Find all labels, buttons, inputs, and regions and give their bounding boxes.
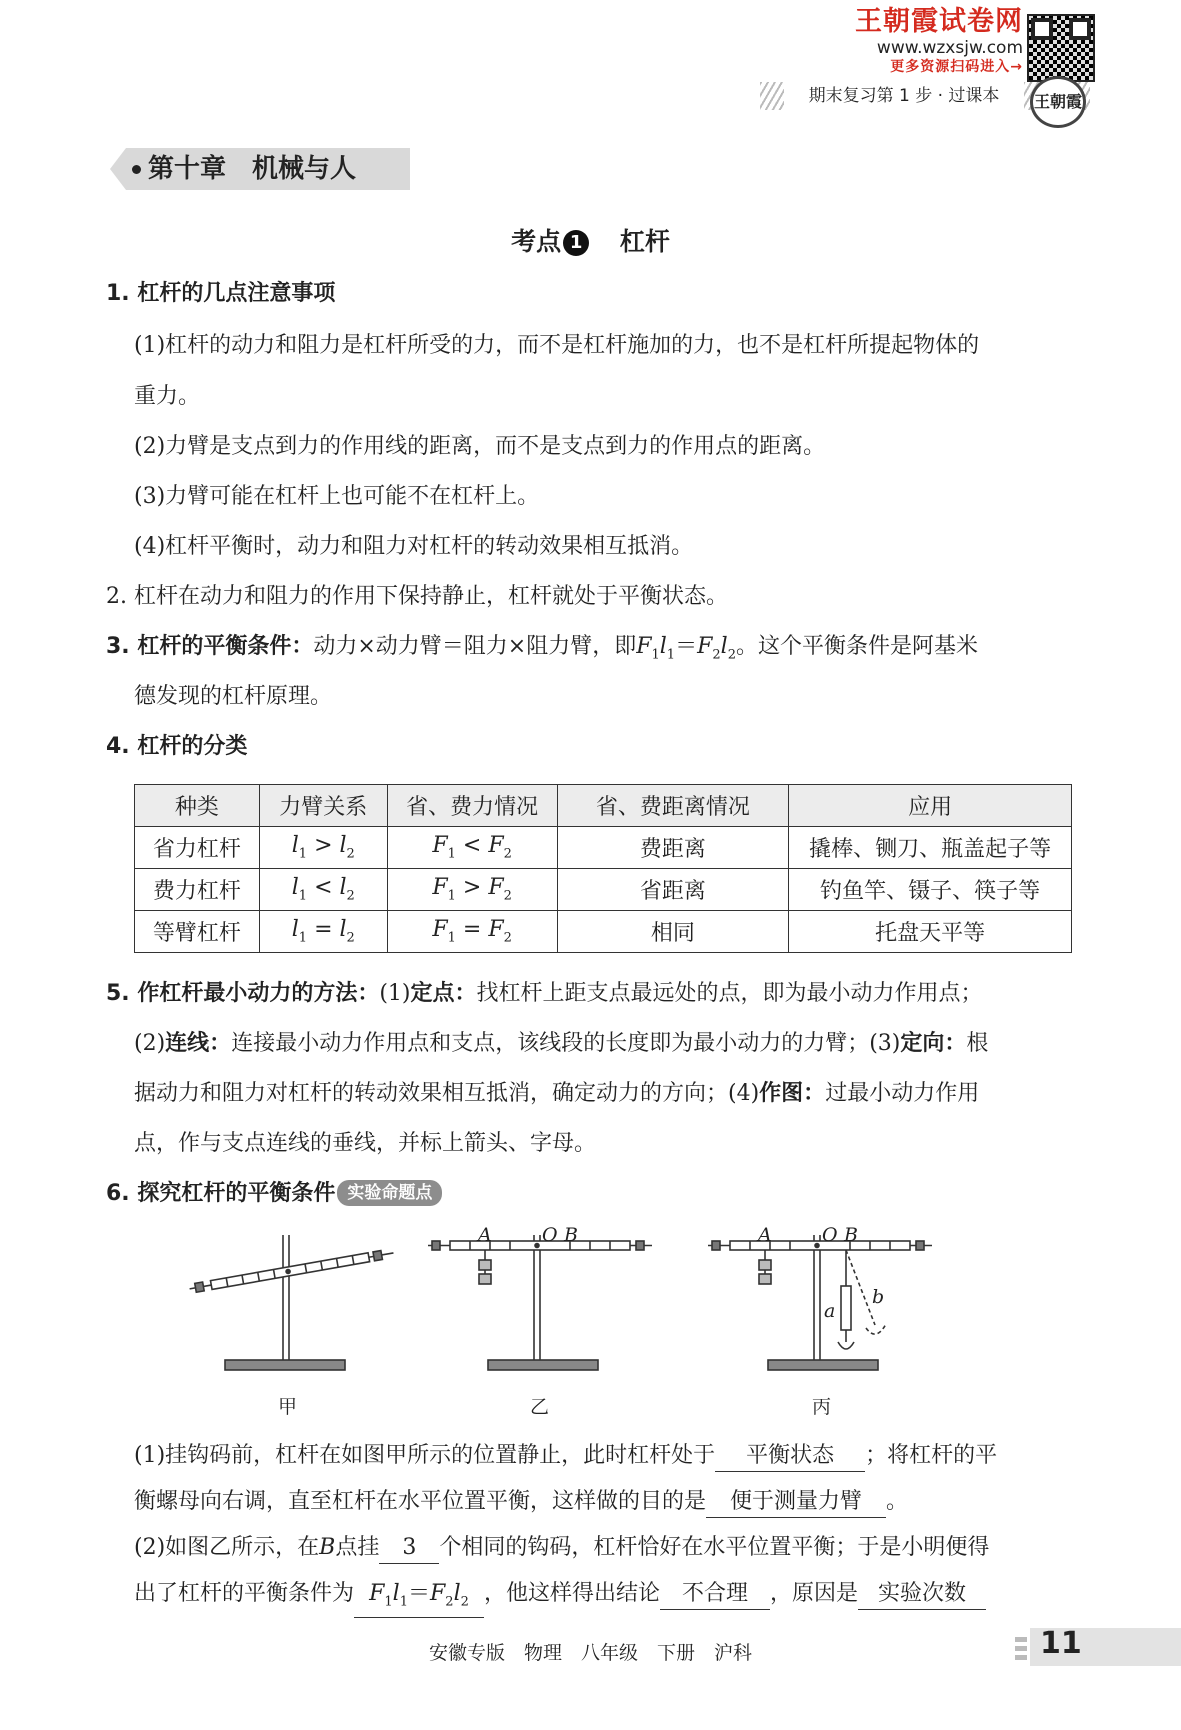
section-title <box>0 222 1181 258</box>
item-2 <box>106 581 728 613</box>
footer-text: 安徽专版 物理 八年级 下册 沪科 <box>428 1642 752 1664</box>
table-cell: 相同 <box>557 911 789 953</box>
bing-hand-icon <box>838 1342 854 1349</box>
bing-base <box>768 1360 878 1370</box>
figure-caption-yi: 乙 <box>530 1396 550 1418</box>
figure-caption-jia: 甲 <box>278 1396 298 1418</box>
item-3-text1: 动力×动力臂＝阻力×阻力臂，即 <box>313 634 637 659</box>
table-cell: $l_1 > l_2$ <box>259 827 387 869</box>
q2-answer-1[interactable]: 3 <box>379 1533 439 1564</box>
q1-answer-1[interactable]: 平衡状态 <box>715 1441 865 1472</box>
yi-lever <box>450 1241 630 1250</box>
bullet-dot-icon <box>132 165 141 174</box>
item-2-text: 2. 杠杆在动力和阻力的作用下保持静止，杠杆就处于平衡状态。 <box>106 584 728 609</box>
table-cell: 省距离 <box>557 869 789 911</box>
table-cell: 撬棒、铡刀、瓶盖起子等 <box>789 827 1072 869</box>
q2-answer-3[interactable]: 不合理 <box>660 1579 770 1610</box>
jia-base <box>225 1360 345 1370</box>
item-3-text3: 德发现的杠杆原理。 <box>134 684 333 709</box>
q2-line-1: (2)如图乙所示，在B点挂 3 个相同的钩码，杠杆恰好在水平位置平衡；于是小明便得 <box>134 1532 989 1564</box>
yi-weight-1 <box>479 1260 491 1270</box>
table-row <box>135 827 1072 869</box>
section-name: 杠杆 <box>619 227 670 256</box>
item-1-p4: (4)杠杆平衡时，动力和阻力对杠杆的转动效果相互抵消。 <box>134 534 694 559</box>
q2-answer-2[interactable]: $F_1l_1=F_2l_2$ <box>354 1579 484 1618</box>
brand-url: www.wzxsjw.com <box>876 38 1023 58</box>
bing-label-A: A <box>758 1224 772 1246</box>
step-direction: 定向： <box>900 1031 967 1056</box>
q2-answer-4[interactable]: 实验次数 <box>858 1579 986 1610</box>
figure-yi <box>428 1235 652 1370</box>
yi-weight-2 <box>479 1274 491 1284</box>
yi-base <box>488 1360 598 1370</box>
step-define-point: 定点： <box>410 981 477 1006</box>
jia-lever <box>189 1248 394 1293</box>
step-connect: 连线： <box>165 1031 232 1056</box>
section-number-icon: 1 <box>563 230 589 256</box>
bing-label-b: b <box>872 1286 885 1308</box>
yi-label-O: O <box>542 1224 558 1246</box>
table-cell: 省力杠杆 <box>135 827 260 869</box>
item-5-line-1: 5. 作杠杆最小动力的方法：(1)定点：找杠杆上距支点最远处的点，即为最小动力作用点； <box>106 981 983 1006</box>
table-header: 力臂关系 <box>259 785 387 827</box>
header-strip-text: 期末复习第 1 步 · 过课本 <box>784 82 1024 110</box>
item-4-heading: 4. 杠杆的分类 <box>106 734 248 759</box>
item-1-p3: (3)力臂可能在杠杆上也可能不在杠杆上。 <box>134 484 540 509</box>
lever-diagrams-svg <box>170 1230 1050 1430</box>
item-5-line-3: 据动力和阻力对杠杆的转动效果相互抵消，确定动力的方向；(4)作图：过最小动力作用 <box>134 1081 980 1106</box>
lever-figures <box>170 1224 1050 1430</box>
item-5-heading: 5. 作杠杆最小动力的方法： <box>106 981 380 1006</box>
chapter-banner <box>110 148 410 190</box>
q1-line-1: (1)挂钩码前，杠杆在如图甲所示的位置静止，此时杠杆处于 平衡状态 ；将杠杆的平 <box>134 1440 997 1472</box>
table-cell: $F_1 > F_2$ <box>387 869 557 911</box>
yi-label-B: B <box>564 1224 578 1246</box>
table-header: 省、费力情况 <box>387 785 557 827</box>
lever-classification-table <box>134 784 1072 953</box>
q2-line-2: 出了杠杆的平衡条件为 $F_1l_1=F_2l_2$ ，他这样得出结论 不合理 ，原因是 实验次数 <box>134 1578 986 1618</box>
item-3-line-1 <box>106 631 978 671</box>
item-1-p1b: 重力。 <box>134 384 201 409</box>
item-1-heading: 1. 杠杆的几点注意事项 <box>106 281 336 306</box>
table-row <box>135 911 1072 953</box>
jia-nut-right <box>373 1251 382 1261</box>
step-draw: 作图： <box>759 1081 826 1106</box>
item-1-p2: (2)力臂是支点到力的作用线的距离，而不是支点到力的作用点的距离。 <box>134 434 826 459</box>
brand-name: 王朝霞试卷网 <box>855 6 1023 37</box>
brand-seal-icon: 王朝霞 <box>1030 76 1086 128</box>
figure-bing <box>708 1235 932 1370</box>
item-1-p1a: (1)杠杆的动力和阻力是杠杆所受的力，而不是杠杆施加的力，也不是杠杆所提起物体的 <box>134 333 980 358</box>
table-header: 应用 <box>789 785 1072 827</box>
table-cell: 费距离 <box>557 827 789 869</box>
q1-line-2: 衡螺母向右调，直至杠杆在水平位置平衡，这样做的目的是 便于测量力臂 。 <box>134 1486 908 1518</box>
table-cell: $F_1 = F_2$ <box>387 911 557 953</box>
table-cell: $l_1 < l_2$ <box>259 869 387 911</box>
table-cell: 等臂杠杆 <box>135 911 260 953</box>
page-dots <box>1015 1634 1027 1660</box>
item-3-heading: 3. 杠杆的平衡条件： <box>106 634 314 659</box>
table-header: 种类 <box>135 785 260 827</box>
brand-more: 更多资源扫码进入→ <box>890 59 1023 75</box>
item-6-heading: 6. 探究杠杆的平衡条件 <box>106 1181 336 1206</box>
brand-block <box>855 6 1023 76</box>
bing-spring-scale-a <box>841 1286 851 1330</box>
item-3-formula: $F_1l_1=F_2l_2$ <box>636 634 736 663</box>
table-row <box>135 869 1072 911</box>
jia-pivot <box>286 1269 291 1274</box>
section-label: 考点 <box>511 227 562 256</box>
qr-code-icon[interactable] <box>1027 14 1095 82</box>
bing-lever <box>730 1241 910 1250</box>
yi-label-A: A <box>478 1224 492 1246</box>
bing-label-a: a <box>824 1300 836 1322</box>
experiment-tag: 实验命题点 <box>337 1180 442 1206</box>
figure-caption-bing: 丙 <box>812 1396 832 1418</box>
table-cell: 费力杠杆 <box>135 869 260 911</box>
table-cell: 托盘天平等 <box>789 911 1072 953</box>
table-cell: $F_1 < F_2$ <box>387 827 557 869</box>
item-3-text2: 。这个平衡条件是阿基米 <box>735 634 978 659</box>
figure-jia <box>189 1235 394 1370</box>
q1-answer-2[interactable]: 便于测量力臂 <box>706 1487 886 1518</box>
page-number: 11 <box>1040 1626 1082 1661</box>
jia-nut-left <box>195 1282 204 1292</box>
chapter-title: 第十章 机械与人 <box>148 154 357 184</box>
table-cell: 钓鱼竿、镊子、筷子等 <box>789 869 1072 911</box>
table-header: 省、费距离情况 <box>557 785 789 827</box>
item-5-line-2: (2)连线：连接最小动力作用点和支点，该线段的长度即为最小动力的力臂；(3)定向：根 <box>134 1031 989 1056</box>
bing-label-B: B <box>844 1224 858 1246</box>
bing-label-O: O <box>822 1224 838 1246</box>
item-6-heading-line <box>106 1178 442 1210</box>
table-header-row <box>135 785 1072 827</box>
item-5-line-4: 点，作与支点连线的垂线，并标上箭头、字母。 <box>134 1131 597 1156</box>
table-cell: $l_1 = l_2$ <box>259 911 387 953</box>
